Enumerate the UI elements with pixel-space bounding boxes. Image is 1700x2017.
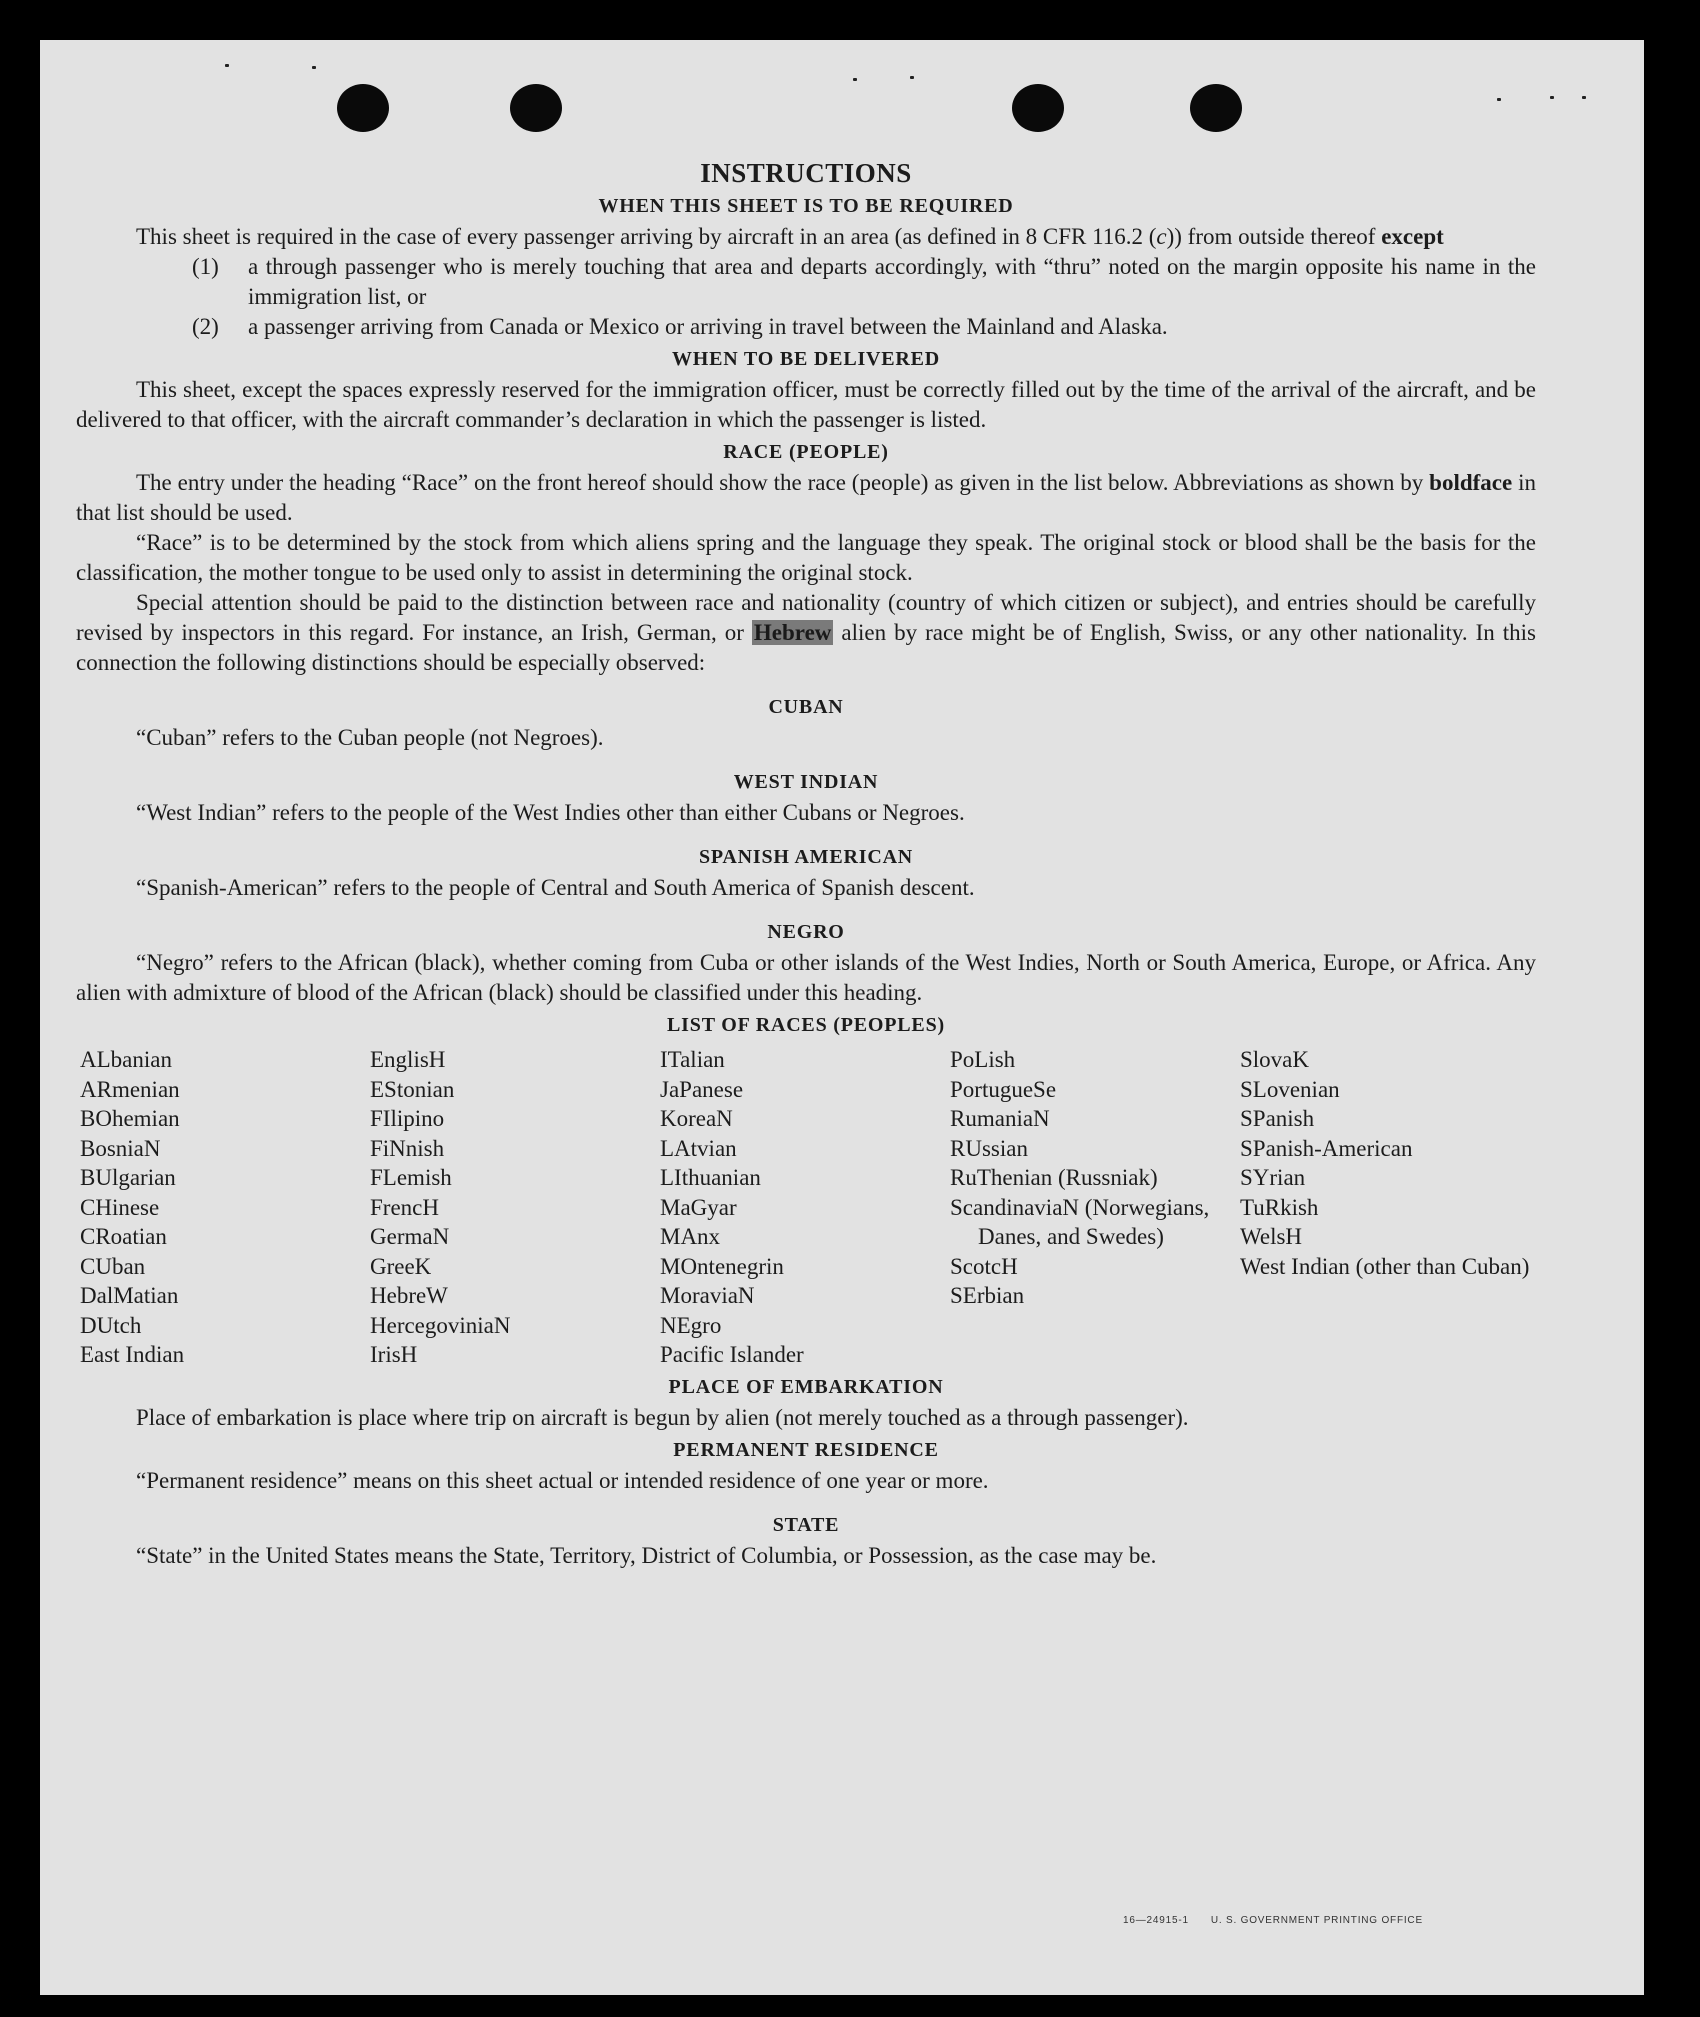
race-paragraph-1: [76, 468, 1536, 528]
section-heading-permanent-residence: PERMANENT RESIDENCE: [673, 1438, 939, 1461]
text-run: alien by race might be of English, Swiss, or any other nationality. In this connection the following distinctions should be especially observed:: [76, 620, 1536, 675]
permanent-residence-paragraph: “Permanent residence” means on this sheet actual or intended residence of one year or more.: [136, 1467, 989, 1493]
races-column: [80, 1045, 370, 1370]
race-entry: SlovaK: [1240, 1047, 1309, 1072]
printer-imprint: [1123, 1915, 1423, 1926]
speck: [1497, 98, 1501, 101]
list-item: [192, 252, 1536, 312]
race-entry: ScandinaviaN (Norwegians, Danes, and Swedes): [950, 1194, 1210, 1249]
section-heading-west-indian: WEST INDIAN: [733, 771, 879, 793]
race-entry: CHinese: [80, 1194, 160, 1220]
race-entry: ITalian: [660, 1047, 725, 1072]
text-run: )) from outside thereof: [1166, 224, 1382, 249]
item-text: a through passenger who is merely touching that area and departs accordingly, with “thru” noted on the margin opposite his name in the immigration list, or: [248, 254, 1536, 309]
item-text: a passenger arriving from Canada or Mexico or arriving in travel between the Mainland and Alaska.: [248, 314, 1168, 339]
list-item: [192, 312, 1536, 342]
race-entry: HercegoviniaN: [370, 1312, 511, 1338]
section-heading-list-of-races: LIST OF RACES (PEOPLES): [667, 1014, 945, 1036]
races-column: [1240, 1045, 1530, 1370]
race-entry: IrisH: [370, 1342, 418, 1367]
speck: [910, 76, 914, 79]
punch-hole: [1190, 84, 1242, 132]
text-run-italic: c: [1156, 224, 1167, 249]
race-entry: MAnx: [660, 1224, 721, 1249]
page-title: INSTRUCTIONS: [700, 158, 912, 188]
printer-name: U. S. GOVERNMENT PRINTING OFFICE: [1210, 1915, 1423, 1926]
race-entry: ARmenian: [80, 1076, 180, 1102]
race-entry: FiNnish: [370, 1135, 445, 1161]
races-column: [370, 1045, 660, 1370]
race-entry: BOhemian: [80, 1106, 180, 1131]
race-entry: TuRkish: [1240, 1194, 1319, 1220]
speck: [225, 64, 229, 67]
text-run: This sheet is required in the case of every passenger arriving by aircraft in an area (as defined in 8 CFR 116.2 (: [136, 224, 1157, 249]
race-entry: PortugueSe: [950, 1076, 1057, 1102]
race-entry: SPanish-American: [1240, 1135, 1413, 1161]
section-heading-race: RACE (PEOPLE): [723, 441, 889, 463]
instructions-content: [76, 158, 1536, 1571]
race-entry: DUtch: [80, 1312, 142, 1338]
races-list: [80, 1045, 1536, 1370]
race-entry: HebreW: [370, 1283, 448, 1308]
west-indian-paragraph: “West Indian” refers to the people of the West Indies other than either Cubans or Negroes.: [136, 800, 965, 825]
races-column: [950, 1045, 1240, 1370]
spanish-american-paragraph: “Spanish-American” refers to the people of Central and South America of Spanish descent.: [136, 875, 975, 900]
race-entry: WelsH: [1240, 1224, 1303, 1249]
text-run-bold: boldface: [1429, 470, 1513, 495]
punch-hole: [337, 84, 389, 132]
text-run: in that list should be used.: [76, 470, 1537, 525]
embarkation-paragraph: Place of embarkation is place where trip on aircraft is begun by alien (not merely touched as a through passenger).: [136, 1404, 1189, 1430]
race-entry: LAtvian: [660, 1135, 737, 1161]
race-entry: FIlipino: [370, 1106, 445, 1131]
when-delivered-paragraph: This sheet, except the spaces expressly reserved for the immigration officer, must be correctly filled out by the time of the arrival of the aircraft, and be delivered to that officer, with the aircraft commander’s declaration in which the passenger is listed.: [76, 377, 1536, 432]
item-number: (1): [192, 254, 219, 279]
race-entry: Pacific Islander: [660, 1342, 804, 1367]
race-entry: GreeK: [370, 1253, 432, 1279]
race-entry: FLemish: [370, 1165, 452, 1190]
document-sheet: [40, 40, 1644, 1995]
race-entry: RuThenian (Russniak): [950, 1165, 1158, 1190]
race-entry: EnglisH: [370, 1047, 446, 1072]
negro-paragraph: “Negro” refers to the African (black), whether coming from Cuba or other islands of the West Indies, North or South America, Europe, or Africa. Any alien with admixture of blood of the African (black) should be classified under this heading.: [76, 950, 1536, 1005]
section-heading-state: STATE: [772, 1513, 840, 1536]
race-entry: SLovenian: [1240, 1076, 1340, 1102]
race-entry: West Indian (other than Cuban): [1240, 1253, 1530, 1279]
race-entry: FrencH: [370, 1194, 439, 1220]
race-entry: LIthuanian: [660, 1165, 761, 1190]
race-entry: EStonian: [370, 1076, 455, 1102]
punch-hole: [1012, 84, 1064, 132]
section-heading-spanish-american: SPANISH AMERICAN: [698, 846, 914, 868]
state-paragraph: “State” in the United States means the State, Territory, District of Columbia, or Possession, as the case may be.: [136, 1542, 1157, 1568]
section-heading-when-delivered: WHEN TO BE DELIVERED: [671, 348, 941, 370]
race-entry: BUlgarian: [80, 1165, 176, 1190]
race-entry: CRoatian: [80, 1224, 167, 1249]
race-entry: DalMatian: [80, 1283, 179, 1308]
item-number: (2): [192, 314, 219, 339]
race-entry: East Indian: [80, 1342, 185, 1367]
race-entry: GermaN: [370, 1224, 450, 1249]
race-paragraph-3: [76, 588, 1536, 678]
smudged-word: Hebrew: [753, 620, 832, 645]
text-run-bold: except: [1381, 224, 1444, 249]
race-entry: RumaniaN: [950, 1106, 1050, 1131]
section-heading-negro: NEGRO: [767, 921, 845, 943]
text-run: The entry under the heading “Race” on the front hereof should show the race (people) as given in the list below. Abbreviations as shown by: [136, 470, 1430, 495]
section-heading-embarkation: PLACE OF EMBARKATION: [668, 1375, 944, 1398]
race-entry: SPanish: [1240, 1106, 1315, 1131]
when-required-paragraph: [76, 222, 1536, 252]
race-entry: ALbanian: [80, 1047, 172, 1072]
speck: [312, 66, 316, 69]
form-number: 16—24915-1: [1123, 1915, 1189, 1926]
punch-hole: [510, 84, 562, 132]
text-run: Special attention should be paid to the distinction between race and nationality (country of which citizen or subject), and entries should be carefully revised by inspectors in this regard. For instance, an Irish, German, or: [76, 590, 1536, 645]
race-entry: MoraviaN: [660, 1283, 755, 1308]
race-paragraph-2: “Race” is to be determined by the stock from which aliens spring and the language they speak. The original stock or blood shall be the basis for the classification, the mother tongue to be used only to assist in determining the original stock.: [76, 530, 1536, 585]
races-column: [660, 1045, 950, 1370]
race-entry: MOntenegrin: [660, 1253, 784, 1279]
race-entry: BosniaN: [80, 1135, 161, 1161]
race-entry: MaGyar: [660, 1194, 737, 1220]
cuban-paragraph: “Cuban” refers to the Cuban people (not Negroes).: [136, 725, 604, 750]
exception-list: [192, 252, 1536, 342]
speck: [1550, 96, 1554, 99]
race-entry: SErbian: [950, 1283, 1025, 1308]
race-entry: PoLish: [950, 1047, 1016, 1072]
race-entry: ScotcH: [950, 1253, 1018, 1279]
speck: [853, 78, 857, 81]
race-entry: NEgro: [660, 1312, 722, 1338]
section-heading-cuban: CUBAN: [768, 696, 844, 718]
section-heading-when-required: WHEN THIS SHEET IS TO BE REQUIRED: [598, 195, 1014, 217]
race-entry: JaPanese: [660, 1076, 744, 1102]
race-entry: SYrian: [1240, 1165, 1306, 1190]
speck: [1582, 96, 1586, 99]
race-entry: RUssian: [950, 1135, 1028, 1161]
race-entry: KoreaN: [660, 1106, 733, 1131]
race-entry: CUban: [80, 1253, 146, 1279]
